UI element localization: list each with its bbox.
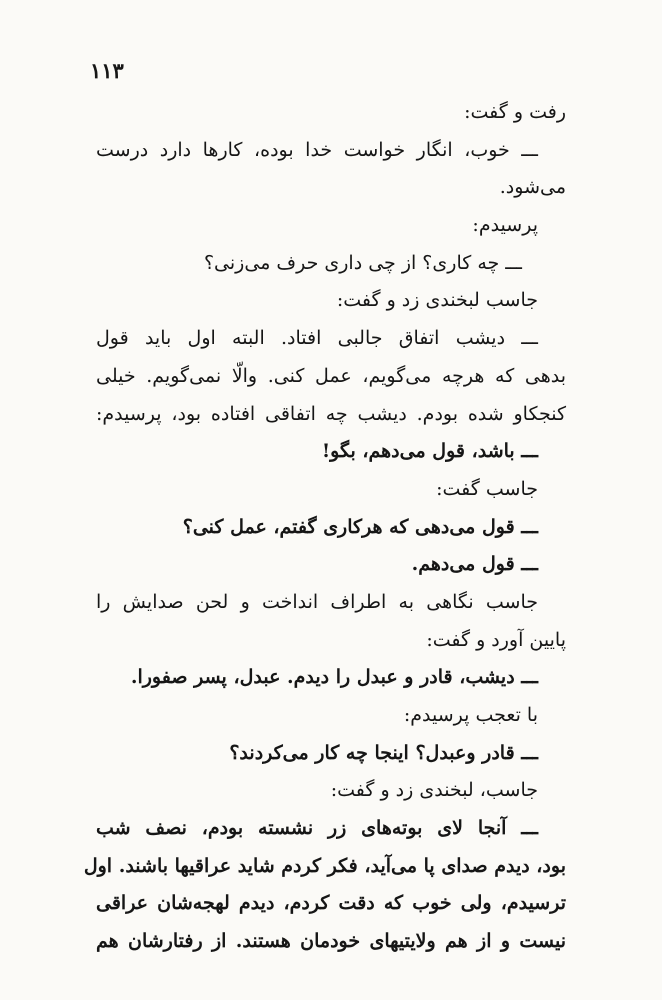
text-line: جاسب گفت: (436, 477, 538, 500)
text-line: می‌شود. (499, 176, 566, 199)
text-line: ـــ قول می‌دهم. (411, 553, 538, 576)
text-line: ـــ دیشب، قادر و عبدل را دیدم. عبدل، پسر صفورا. (130, 666, 538, 689)
text-line: ـــ قادر وعبدل؟ اینجا چه کار می‌کردند؟ (229, 741, 538, 764)
text-line: ـــ خوب، انگار خواست خدا بوده، کارها دارد درست (96, 138, 538, 161)
text-line: رفت و گفت: (464, 101, 566, 123)
text-line: ـــ چه کاری؟ از چی داری حرف می‌زنی؟ (203, 251, 522, 274)
text-line: بود، دیدم صدای پا می‌آید، فکر کردم شاید عراقیها باشند. اول (83, 854, 566, 877)
text-line: جاسب لبخندی زد و گفت: (336, 289, 538, 312)
text-line: ـــ آنجا لای بوته‌های زر نشسته بودم، نصف شب (96, 817, 538, 840)
text-line: جاسب، لبخندی زد و گفت: (330, 779, 538, 802)
text-line: نیست و از هم ولایتیهای خودمان هستند. از رفتارشان هم (96, 930, 566, 953)
text-line: ـــ قول می‌دهی که هرکاری گفتم، عمل کنی؟ (182, 515, 538, 538)
page-number: ۱۱۳ (90, 58, 124, 83)
text-block (83, 94, 566, 961)
text-line: پایین آورد و گفت: (426, 628, 566, 651)
text-line: کنجکاو شده بودم. دیشب چه اتفاقی افتاده بود، پرسیدم: (96, 402, 566, 425)
text-line: ـــ باشد، قول می‌دهم، بگو! (321, 440, 538, 463)
text-line: پرسیدم: (472, 214, 538, 237)
text-line: بدهی که هرچه می‌گویم، عمل کنی. والّا نمی‌گویم. خیلی (96, 364, 566, 387)
text-line: ترسیدم، ولی خوب که دقت کردم، دیدم لهجه‌شان عراقی (96, 892, 566, 915)
text-line: با تعجب پرسیدم: (403, 704, 538, 726)
text-line: ـــ دیشب اتفاق جالبی افتاد. البته اول باید قول (96, 327, 538, 350)
text-line: جاسب نگاهی به اطراف انداخت و لحن صدایش را (96, 590, 538, 613)
